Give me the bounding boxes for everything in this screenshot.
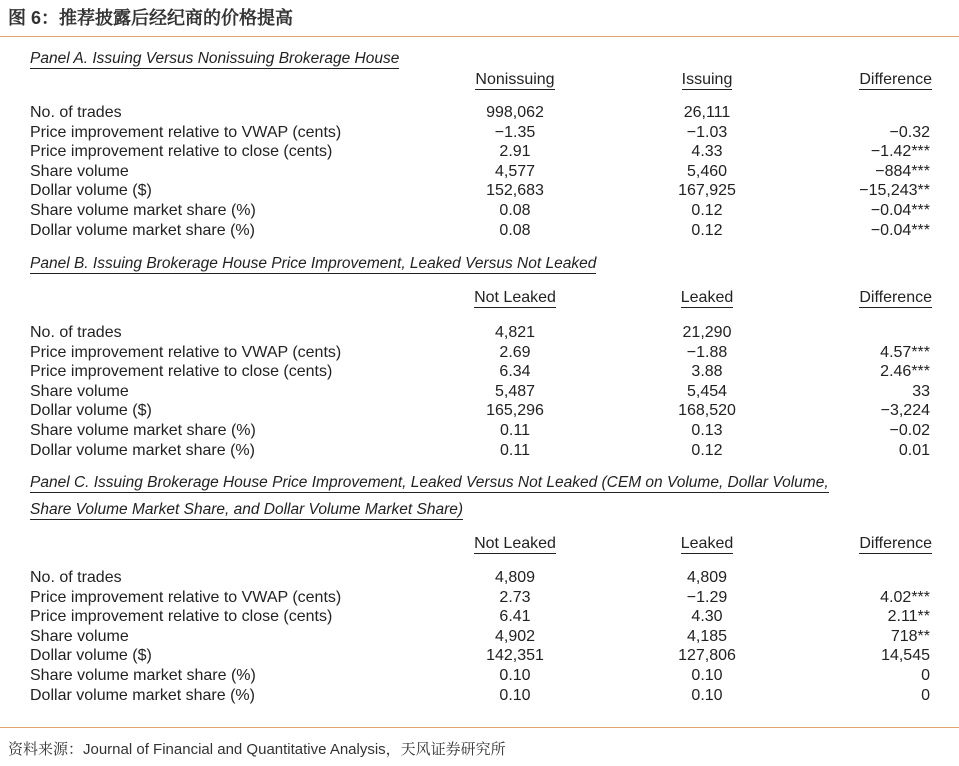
panel-title: Panel B. Issuing Brokerage House Price Improvement, Leaked Versus Not Leaked <box>30 255 597 272</box>
row-label: Price improvement relative to VWAP (cents) <box>30 123 342 141</box>
row-label: Dollar volume ($) <box>30 647 152 665</box>
table-row <box>0 647 959 667</box>
row-label: Share volume <box>30 627 129 645</box>
row-label: Share volume <box>30 162 129 180</box>
column-header: Not Leaked <box>474 535 556 552</box>
row-value: 4,809 <box>686 569 728 586</box>
row-value: 0.10 <box>499 686 531 704</box>
row-value: 998,062 <box>486 104 544 121</box>
table-row <box>0 402 959 422</box>
row-label: Dollar volume ($) <box>30 402 152 420</box>
table-row <box>0 202 959 222</box>
row-value: 5,487 <box>494 382 536 400</box>
row-label: Price improvement relative to VWAP (cents) <box>30 343 342 361</box>
row-value: 168,520 <box>678 402 736 420</box>
row-value: −1.88 <box>686 343 728 361</box>
row-value: −0.02 <box>889 422 930 439</box>
row-value: 152,683 <box>486 182 544 200</box>
row-value: 4,809 <box>494 569 536 586</box>
row-value: 4.02*** <box>880 588 930 606</box>
row-value: 6.41 <box>499 608 531 626</box>
row-value: 0.08 <box>499 221 531 239</box>
row-value: 0 <box>921 686 930 704</box>
row-label: Price improvement relative to close (cents) <box>30 363 333 381</box>
row-label: Share volume market share (%) <box>30 202 256 219</box>
row-label: No. of trades <box>30 104 122 121</box>
row-value: 2.91 <box>499 143 531 161</box>
row-label: Dollar volume market share (%) <box>30 221 255 239</box>
table-row <box>0 163 959 183</box>
row-value: 2.46*** <box>880 363 930 381</box>
table-row <box>0 569 959 589</box>
row-label: Dollar volume market share (%) <box>30 441 255 459</box>
row-value: 0.10 <box>691 667 723 684</box>
row-value: −1.29 <box>686 588 728 606</box>
row-value: 4.57*** <box>880 343 930 361</box>
row-value: 0.10 <box>499 667 531 684</box>
row-value: −15,243** <box>859 182 930 200</box>
column-header: Difference <box>859 289 932 306</box>
row-value: 0.08 <box>499 202 531 219</box>
row-value: 33 <box>912 382 930 400</box>
table-row <box>0 628 959 648</box>
row-value: −884*** <box>875 162 930 180</box>
row-value: 0 <box>921 667 930 684</box>
column-header: Difference <box>859 71 932 88</box>
row-label: Share volume market share (%) <box>30 667 256 684</box>
column-header: Leaked <box>680 535 734 552</box>
row-value: 26,111 <box>683 104 731 121</box>
table-row <box>0 124 959 144</box>
row-value: 718** <box>890 627 930 645</box>
title-divider <box>0 36 959 37</box>
row-label: No. of trades <box>30 324 122 341</box>
row-value: −1.03 <box>686 123 728 141</box>
row-label: Share volume market share (%) <box>30 422 256 439</box>
table-row <box>0 143 959 163</box>
row-value: 0.12 <box>691 441 723 459</box>
row-value: 127,806 <box>678 647 736 665</box>
panel-title: Panel C. Issuing Brokerage House Price Improvement, Leaked Versus Not Leaked (CEM on Volume, Dollar Volume, <box>30 474 829 491</box>
row-value: 14,545 <box>881 647 930 665</box>
row-label: Price improvement relative to close (cents) <box>30 608 333 626</box>
table-row <box>0 104 959 124</box>
row-value: −0.04*** <box>870 202 930 219</box>
table-row <box>0 608 959 628</box>
row-value: 167,925 <box>678 182 736 200</box>
column-header: Not Leaked <box>474 289 556 306</box>
table-row <box>0 344 959 364</box>
row-label: Dollar volume market share (%) <box>30 686 255 704</box>
row-value: 21,290 <box>682 324 732 341</box>
table-row <box>0 383 959 403</box>
row-value: 0.11 <box>500 441 530 459</box>
row-label: Price improvement relative to close (cents) <box>30 143 333 161</box>
row-value: 2.11** <box>887 608 930 626</box>
table-row <box>0 182 959 202</box>
row-value: 4,185 <box>686 627 728 645</box>
row-value: 0.12 <box>691 221 723 239</box>
row-value: 2.69 <box>499 343 531 361</box>
row-value: 4,577 <box>494 162 536 180</box>
row-label: Share volume <box>30 382 129 400</box>
row-label: No. of trades <box>30 569 122 586</box>
row-value: 5,460 <box>686 162 728 180</box>
row-label: Price improvement relative to VWAP (cents) <box>30 588 342 606</box>
row-value: 165,296 <box>486 402 544 420</box>
column-header: Leaked <box>680 289 734 306</box>
source-note: 资料来源：Journal of Financial and Quantitative Analysis，天风证券研究所 <box>8 741 506 758</box>
table-row <box>0 442 959 462</box>
row-value: −3,224 <box>880 402 930 420</box>
row-value: 6.34 <box>499 363 531 381</box>
table-row <box>0 589 959 609</box>
table-row <box>0 363 959 383</box>
row-value: 4,902 <box>494 627 536 645</box>
row-value: 0.13 <box>691 422 723 439</box>
row-value: 0.11 <box>500 422 530 439</box>
row-value: 4,821 <box>494 324 536 341</box>
row-value: −1.42*** <box>870 143 930 161</box>
table-row <box>0 222 959 242</box>
panel-title-continued: Share Volume Market Share, and Dollar Volume Market Share) <box>30 501 464 518</box>
row-value: 4.33 <box>691 143 723 161</box>
row-value: 3.88 <box>691 363 723 381</box>
figure-title: 图 6：推荐披露后经纪商的价格提高 <box>8 8 294 28</box>
row-value: 2.73 <box>499 588 531 606</box>
row-value: −0.04*** <box>870 221 930 239</box>
row-value: −1.35 <box>494 123 536 141</box>
row-value: 0.12 <box>691 202 723 219</box>
table-row <box>0 422 959 442</box>
table-row <box>0 324 959 344</box>
row-value: 5,454 <box>686 382 728 400</box>
panel-title: Panel A. Issuing Versus Nonissuing Brokerage House <box>30 50 400 67</box>
table-row <box>0 667 959 687</box>
row-value: 0.10 <box>691 686 723 704</box>
row-value: −0.32 <box>889 123 930 141</box>
column-header: Issuing <box>681 71 733 88</box>
column-header: Nonissuing <box>475 71 555 88</box>
column-header: Difference <box>859 535 932 552</box>
row-value: 0.01 <box>898 441 930 459</box>
footer-divider <box>0 727 959 728</box>
row-label: Dollar volume ($) <box>30 182 152 200</box>
row-value: 142,351 <box>486 647 544 665</box>
row-value: 4.30 <box>691 608 723 626</box>
table-row <box>0 687 959 707</box>
